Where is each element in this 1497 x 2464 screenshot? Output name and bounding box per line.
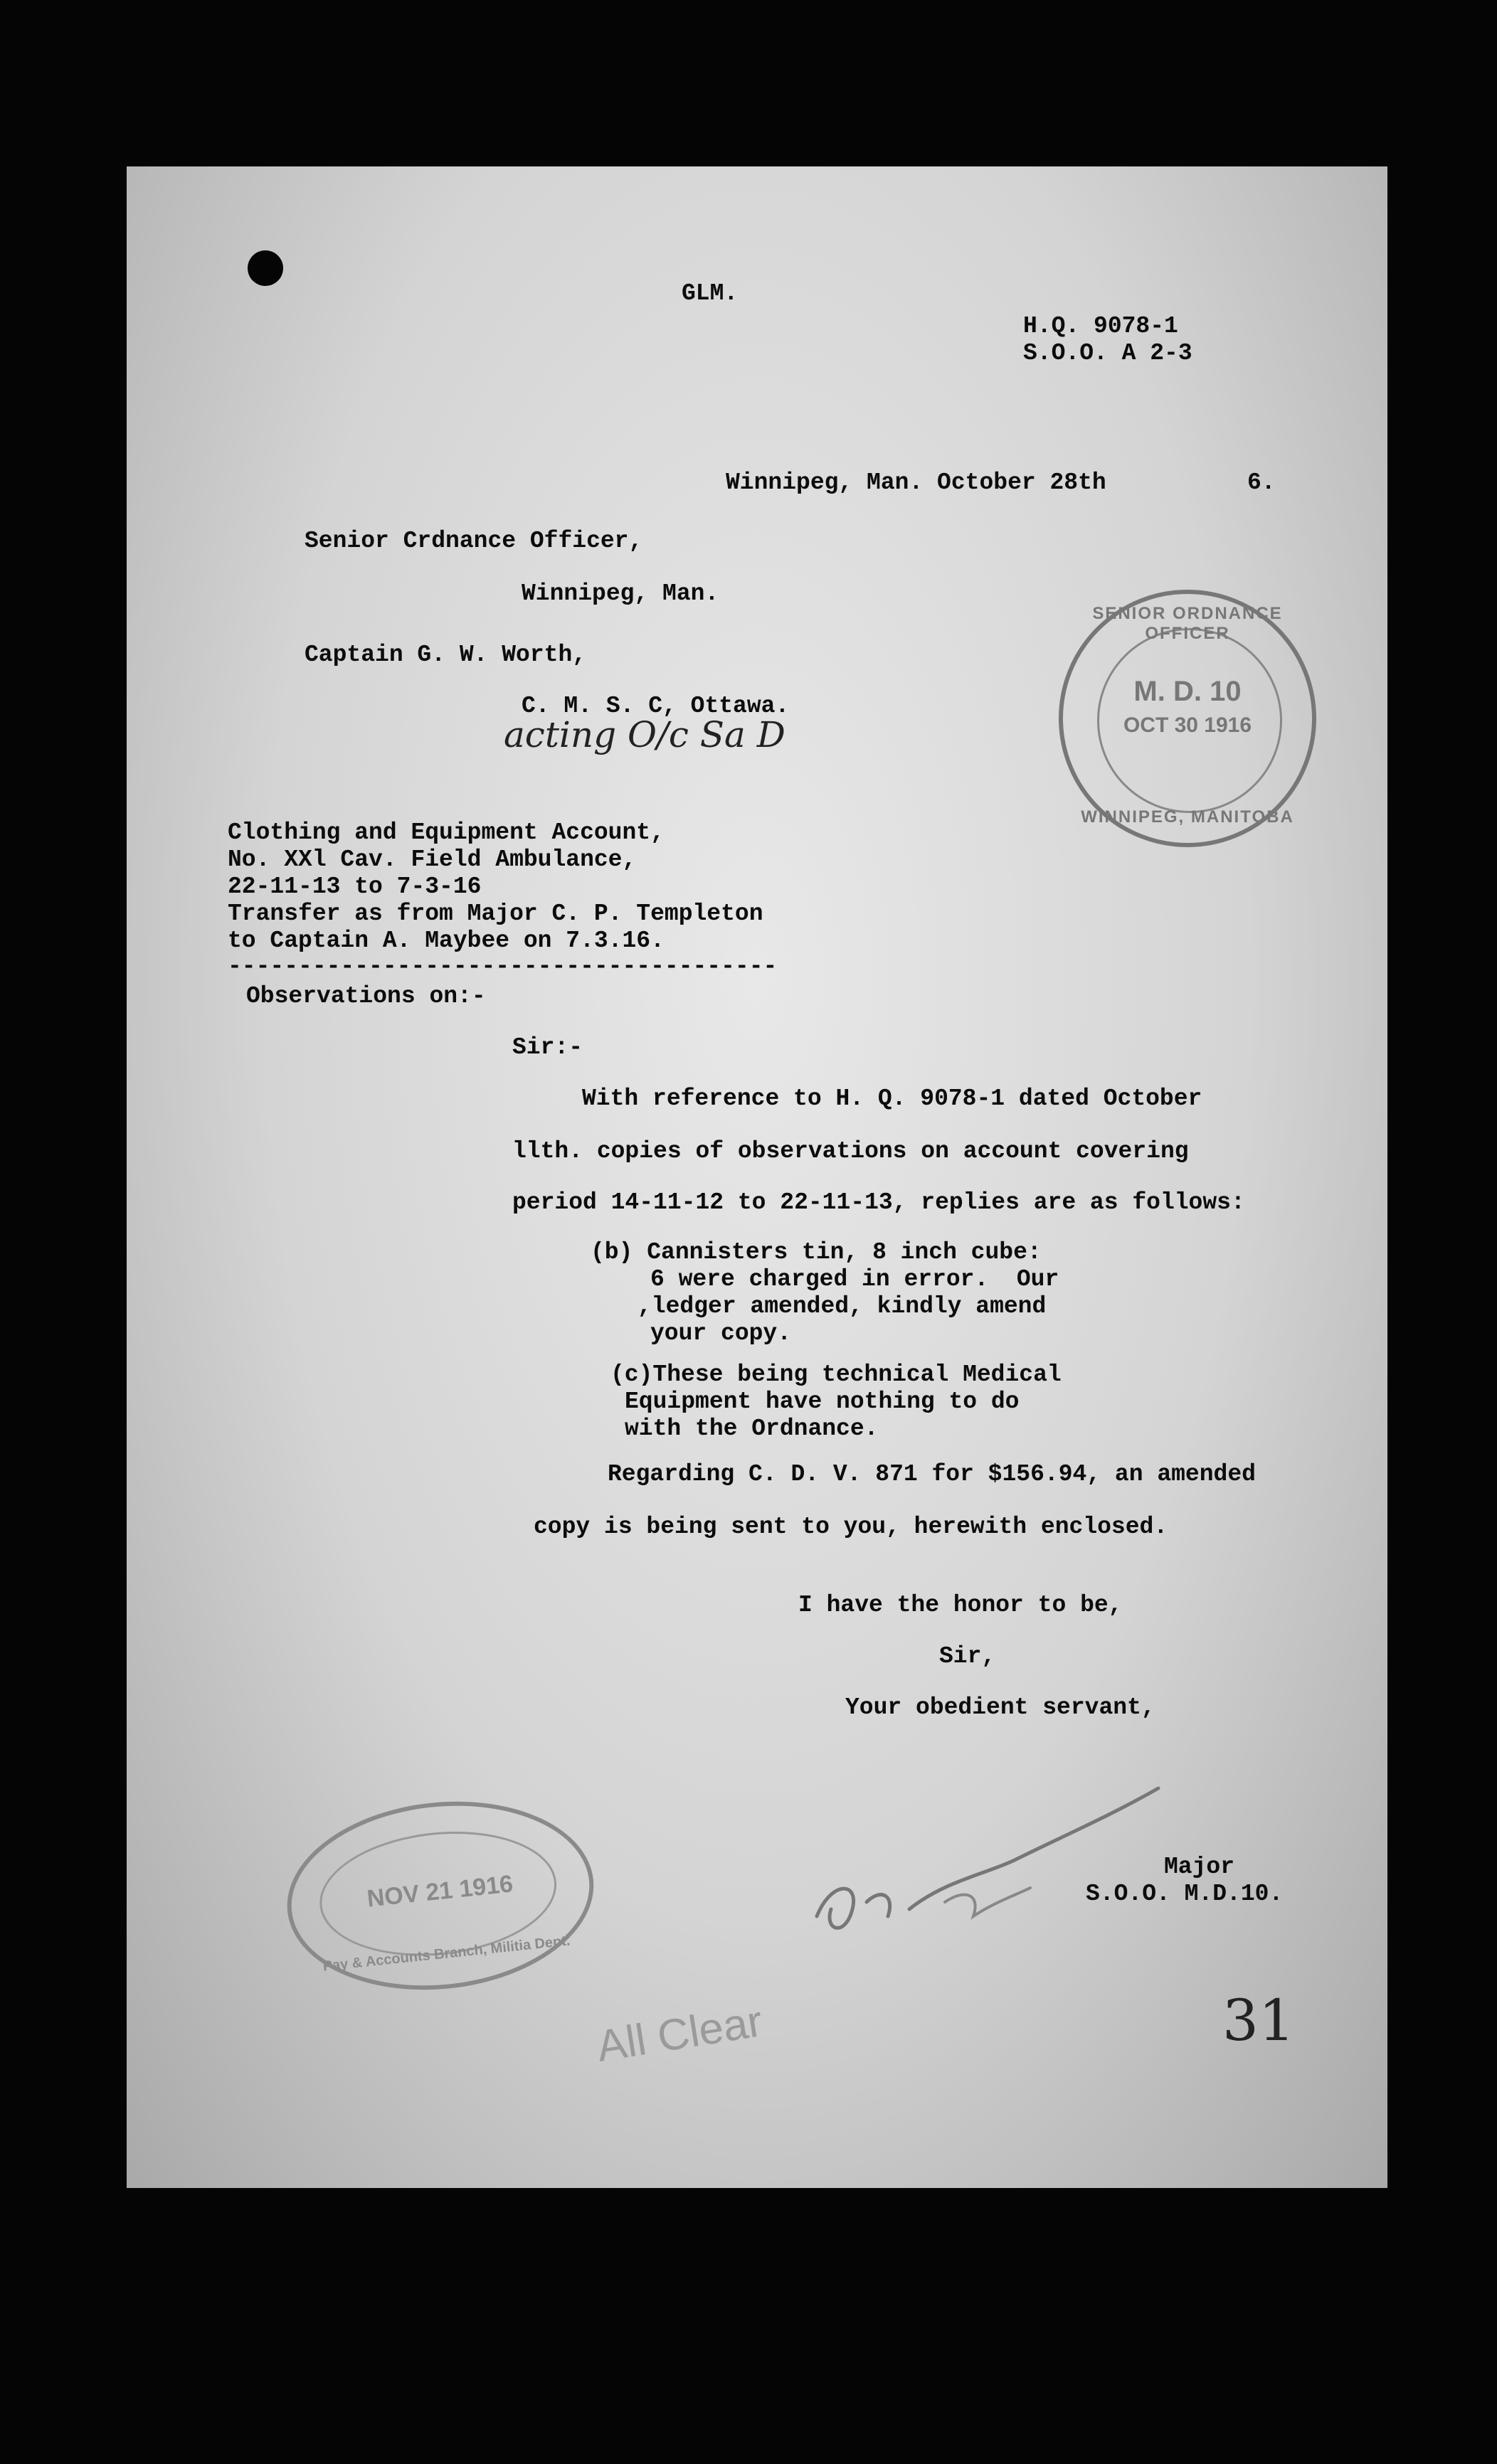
handwritten-note: acting O/c Sa D [504,714,785,755]
subject-line-3: 22-11-13 to 7-3-16 [228,873,482,900]
signatory-title: S.O.O. M.D.10. [1086,1881,1284,1907]
punch-hole [248,250,283,286]
paragraph-1-line-1: With reference to H. Q. 9078-1 dated October [582,1085,1202,1112]
document-page [127,166,1387,2188]
closing-line-1: I have the honor to be, [798,1592,1123,1618]
closing-line-2: Sir, [939,1643,996,1669]
place-date: Winnipeg, Man. October 28th [726,469,1106,496]
initials: GLM. [682,280,739,307]
paragraph-2-line-1: Regarding C. D. V. 871 for $156.94, an amended [608,1461,1256,1487]
all-clear-stamp: All Clear [593,1997,766,2071]
item-c-line-1: (c)These being technical Medical [610,1361,1062,1388]
received-stamp-center: M. D. 10 [1133,676,1242,707]
observations-label: Observations on:- [246,983,486,1009]
reference-hq: H.Q. 9078-1 [1023,313,1178,339]
to-line-2: C. M. S. C, Ottawa. [522,693,790,719]
received-stamp-top: SENIOR ORDNANCE OFFICER [1092,604,1283,643]
subject-line-1: Clothing and Equipment Account, [228,819,665,846]
item-b-line-3: ,ledger amended, kindly amend [638,1293,1047,1319]
year-suffix: 6. [1247,469,1276,496]
reference-soo: S.O.O. A 2-3 [1023,340,1192,366]
from-line-2: Winnipeg, Man. [522,580,719,607]
received-stamp-date: OCT 30 1916 [1123,713,1252,737]
item-b-line-4: your copy. [650,1320,792,1347]
to-line-1: Captain G. W. Worth, [305,642,587,668]
item-b-line-2: 6 were charged in error. Our [650,1266,1059,1292]
subject-line-2: No. XXl Cav. Field Ambulance, [228,846,637,873]
item-b-line-1: (b) Cannisters tin, 8 inch cube: [591,1239,1042,1265]
subject-rule: --------------------------------------- [228,953,778,979]
pay-accounts-stamp-date: NOV 21 1916 [365,1870,514,1913]
pay-accounts-stamp [277,1787,603,2004]
item-c-line-3: with the Ordnance. [625,1416,879,1442]
salutation: Sir:- [512,1034,583,1061]
received-stamp-bottom: WINNIPEG, MANITOBA [1081,807,1294,827]
paragraph-2-line-2: copy is being sent to you, herewith enclosed. [534,1514,1168,1540]
received-stamp [1059,590,1316,847]
paragraph-1-line-2: llth. copies of observations on account covering [512,1138,1189,1164]
page-number: 31 [1222,1987,1295,2054]
subject-line-5: to Captain A. Maybee on 7.3.16. [228,928,665,954]
closing-line-3: Your obedient servant, [845,1694,1155,1721]
item-c-line-2: Equipment have nothing to do [625,1388,1020,1415]
subject-line-4: Transfer as from Major C. P. Templeton [228,901,763,927]
signature [803,1774,1173,1959]
pay-accounts-stamp-bottom: Pay & Accounts Branch, Militia Dept. [322,1933,571,1975]
paragraph-1-line-3: period 14-11-12 to 22-11-13, replies are as follows: [512,1189,1245,1216]
signatory-rank: Major [1164,1854,1235,1880]
from-line-1: Senior Crdnance Officer, [305,528,643,554]
